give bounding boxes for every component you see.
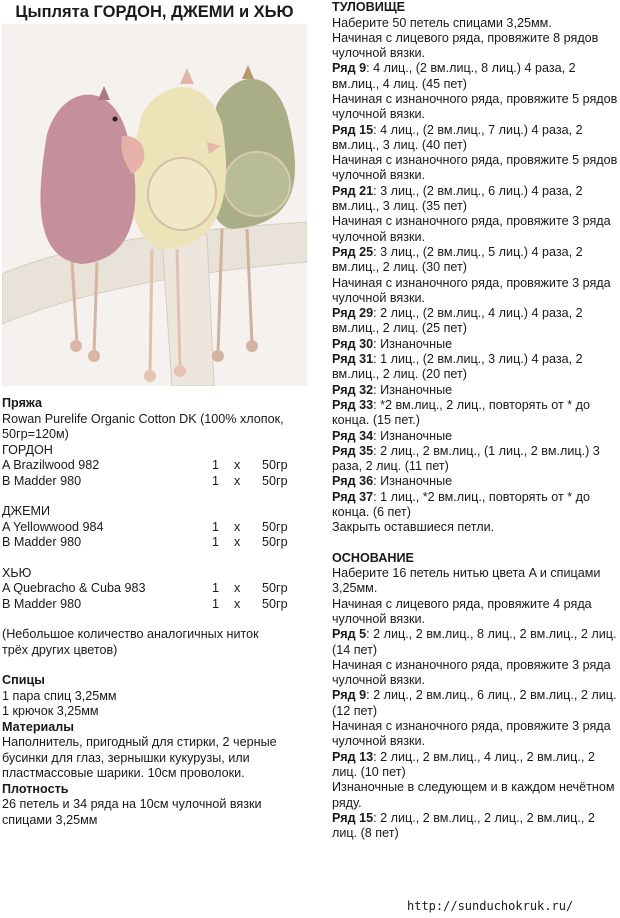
instruction-line <box>332 719 618 750</box>
instruction-text: Начиная с изнаночного ряда, провяжите 3 ряда чулочной вязки. <box>332 214 611 244</box>
instruction-line <box>332 688 618 719</box>
instruction-text: : 1 лиц., *2 вм.лиц., повторять от * до конца. (6 пет) <box>332 489 591 519</box>
instruction-line <box>332 92 618 123</box>
instruction-text: Наберите 16 петель нитью цвета A и спицами 3,25мм. <box>332 566 601 596</box>
row-number: Ряд 15 <box>332 810 374 825</box>
row-number: Ряд 13 <box>332 749 374 764</box>
instruction-text: : Изнаночные <box>373 474 453 489</box>
materials-heading: Материалы <box>2 719 75 734</box>
right-column <box>332 0 618 841</box>
instruction-line <box>332 31 618 62</box>
row-number: Ряд 37 <box>332 489 374 504</box>
page-title: Цыплята ГОРДОН, ДЖЕМИ и ХЬЮ <box>15 3 294 21</box>
base-instructions <box>332 566 618 841</box>
instruction-line <box>332 398 618 429</box>
instruction-line <box>332 276 618 307</box>
yarn-heading: Пряжа <box>2 396 43 410</box>
instruction-text: Начиная с лицевого ряда, провяжите 4 ряда чулочной вязки. <box>332 596 592 626</box>
instruction-line <box>332 444 618 475</box>
instruction-line <box>332 184 618 215</box>
instruction-line <box>332 337 618 352</box>
instruction-text: : 1 лиц., (2 вм.лиц., 3 лиц.) 4 раза, 2 вм.лиц., 2 лиц. (20 пет) <box>332 352 583 382</box>
density-heading: Плотность <box>2 781 69 796</box>
yarn-item: B Madder 980 1 x 50гр <box>2 596 288 611</box>
needles-heading: Спицы <box>2 673 45 687</box>
row-number: Ряд 36 <box>332 474 374 489</box>
row-number: Ряд 21 <box>332 183 374 198</box>
instruction-text: : 2 лиц., 2 вм.лиц., 8 лиц., 2 вм.лиц., 2 лиц. (14 пет) <box>332 627 617 657</box>
row-number: Ряд 5 <box>332 627 367 642</box>
yarn-item: B Madder 980 1 x 50гр <box>2 473 288 488</box>
instruction-line <box>332 352 618 383</box>
instruction-text: : 3 лиц., (2 вм.лиц., 6 лиц.) 4 раза, 2 вм.лиц., 3 лиц. (35 пет) <box>332 183 583 214</box>
instruction-text: : 2 лиц., 2 вм.лиц., 6 лиц., 2 вм.лиц., 2 лиц. (12 пет) <box>332 688 617 718</box>
instruction-text: Начиная с изнаночного ряда, провяжите 3 ряда чулочной вязки. <box>332 719 611 749</box>
row-number: Ряд 30 <box>332 336 374 351</box>
row-number: Ряд 35 <box>332 443 374 458</box>
body-heading: ТУЛОВИЩЕ <box>332 0 406 14</box>
instruction-text: : 2 лиц., 2 вм.лиц., (1 лиц., 2 вм.лиц.) 3 раза, 2 лиц. (11 пет) <box>332 443 600 474</box>
yarn-item: A Quebracho & Cuba 983 1 x 50гр <box>2 581 288 595</box>
density-text: 26 петель и 34 ряда на 10см чулочной вязки спицами 3,25мм <box>2 797 262 827</box>
yarn-item: A Brazilwood 982 1 x 50гр <box>2 458 288 472</box>
instruction-line <box>332 61 618 92</box>
row-number: Ряд 15 <box>332 122 374 137</box>
instruction-line <box>332 490 618 521</box>
row-number: Ряд 33 <box>332 397 374 412</box>
row-number: Ряд 32 <box>332 382 374 397</box>
density-section <box>2 782 307 829</box>
instruction-line <box>332 811 618 842</box>
chicks-photo <box>2 24 307 386</box>
yarn-note: (Небольшое количество аналогичных ниток трёх других цветов) <box>2 627 259 657</box>
yarn-group-name: ГОРДОН <box>2 442 53 457</box>
row-number: Ряд 31 <box>332 352 374 367</box>
instruction-line <box>332 306 618 337</box>
needles-line: 1 крючок 3,25мм <box>2 704 99 718</box>
instruction-text: : 2 лиц., 2 вм.лиц., 2 лиц., 2 вм.лиц., 2 лиц. (8 пет) <box>332 810 595 841</box>
materials-section <box>2 720 307 782</box>
instruction-text: Изнаночные в следующем и в каждом нечётном ряду. <box>332 780 615 810</box>
body-instructions <box>332 16 618 536</box>
instruction-line <box>332 780 618 811</box>
instruction-text: Начиная с изнаночного ряда, провяжите 3 ряда чулочной вязки. <box>332 657 611 688</box>
instruction-text: : 4 лиц., (2 вм.лиц., 8 лиц.) 4 раза, 2 вм.лиц., 4 лиц. (45 пет) <box>332 61 576 91</box>
base-heading: ОСНОВАНИЕ <box>332 550 414 565</box>
row-number: Ряд 25 <box>332 244 374 259</box>
row-number: Ряд 29 <box>332 306 374 321</box>
instruction-text: Начиная с лицевого ряда, провяжите 8 рядов чулочной вязки. <box>332 30 599 61</box>
row-number: Ряд 9 <box>332 688 367 703</box>
instruction-line <box>332 383 618 398</box>
instruction-line <box>332 429 618 444</box>
materials-text: Наполнитель, пригодный для стирки, 2 черные бусинки для глаз, зернышки кукурузы, или пластмассовые шарики. 10см проволоки. <box>2 735 277 780</box>
chicks-illustration <box>2 24 307 386</box>
instruction-text: Закрыть оставшиеся петли. <box>332 520 495 535</box>
yarn-group-name: ХЬЮ <box>2 565 32 580</box>
instruction-text: : 4 лиц., (2 вм.лиц., 7 лиц.) 4 раза, 2 вм.лиц., 3 лиц. (40 пет) <box>332 122 583 152</box>
instruction-line <box>332 750 618 781</box>
yarn-section <box>2 396 307 658</box>
instruction-text: : 2 лиц., 2 вм.лиц., 4 лиц., 2 вм.лиц., 2 лиц. (10 пет) <box>332 749 595 779</box>
row-number: Ряд 9 <box>332 61 367 76</box>
instruction-line <box>332 123 618 154</box>
yarn-description: Rowan Purelife Organic Cotton DK (100% хлопок, 50гр=120м) <box>2 411 284 441</box>
yarn-item: A Yellowwood 984 1 x 50гр <box>2 519 288 534</box>
instruction-text: Наберите 50 петель спицами 3,25мм. <box>332 15 552 30</box>
instruction-line <box>332 474 618 489</box>
instruction-text: : Изнаночные <box>373 382 453 397</box>
instruction-text: : 2 лиц., (2 вм.лиц., 4 лиц.) 4 раза, 2 вм.лиц., 2 лиц. (25 пет) <box>332 306 583 336</box>
left-column <box>2 0 307 828</box>
needles-section <box>2 673 307 720</box>
footer-url: http://sunduchokruk.ru/ <box>407 899 574 913</box>
instruction-text: Начиная с изнаночного ряда, провяжите 3 ряда чулочной вязки. <box>332 275 611 305</box>
instruction-line <box>332 627 618 658</box>
instruction-line <box>332 566 618 597</box>
instruction-line <box>332 214 618 245</box>
instruction-text: : *2 вм.лиц., 2 лиц., повторять от * до конца. (15 пет.) <box>332 397 591 428</box>
row-number: Ряд 34 <box>332 428 374 443</box>
instruction-line <box>332 153 618 184</box>
instruction-text: : Изнаночные <box>373 428 453 443</box>
yarn-item: B Madder 980 1 x 50гр <box>2 535 288 549</box>
instruction-text: Начиная с изнаночного ряда, провяжите 5 рядов чулочной вязки. <box>332 153 618 183</box>
instruction-line <box>332 597 618 628</box>
instruction-line <box>332 245 618 276</box>
instruction-text: : Изнаночные <box>373 336 453 351</box>
needles-line: 1 пара спиц 3,25мм <box>2 688 117 703</box>
instruction-line <box>332 658 618 689</box>
instruction-text: Начиная с изнаночного ряда, провяжите 5 рядов чулочной вязки. <box>332 91 618 122</box>
instruction-line <box>332 16 618 31</box>
instruction-text: : 3 лиц., (2 вм.лиц., 5 лиц.) 4 раза, 2 вм.лиц., 2 лиц. (30 пет) <box>332 244 583 275</box>
yarn-group-name: ДЖЕМИ <box>2 504 51 518</box>
instruction-line <box>332 520 618 535</box>
